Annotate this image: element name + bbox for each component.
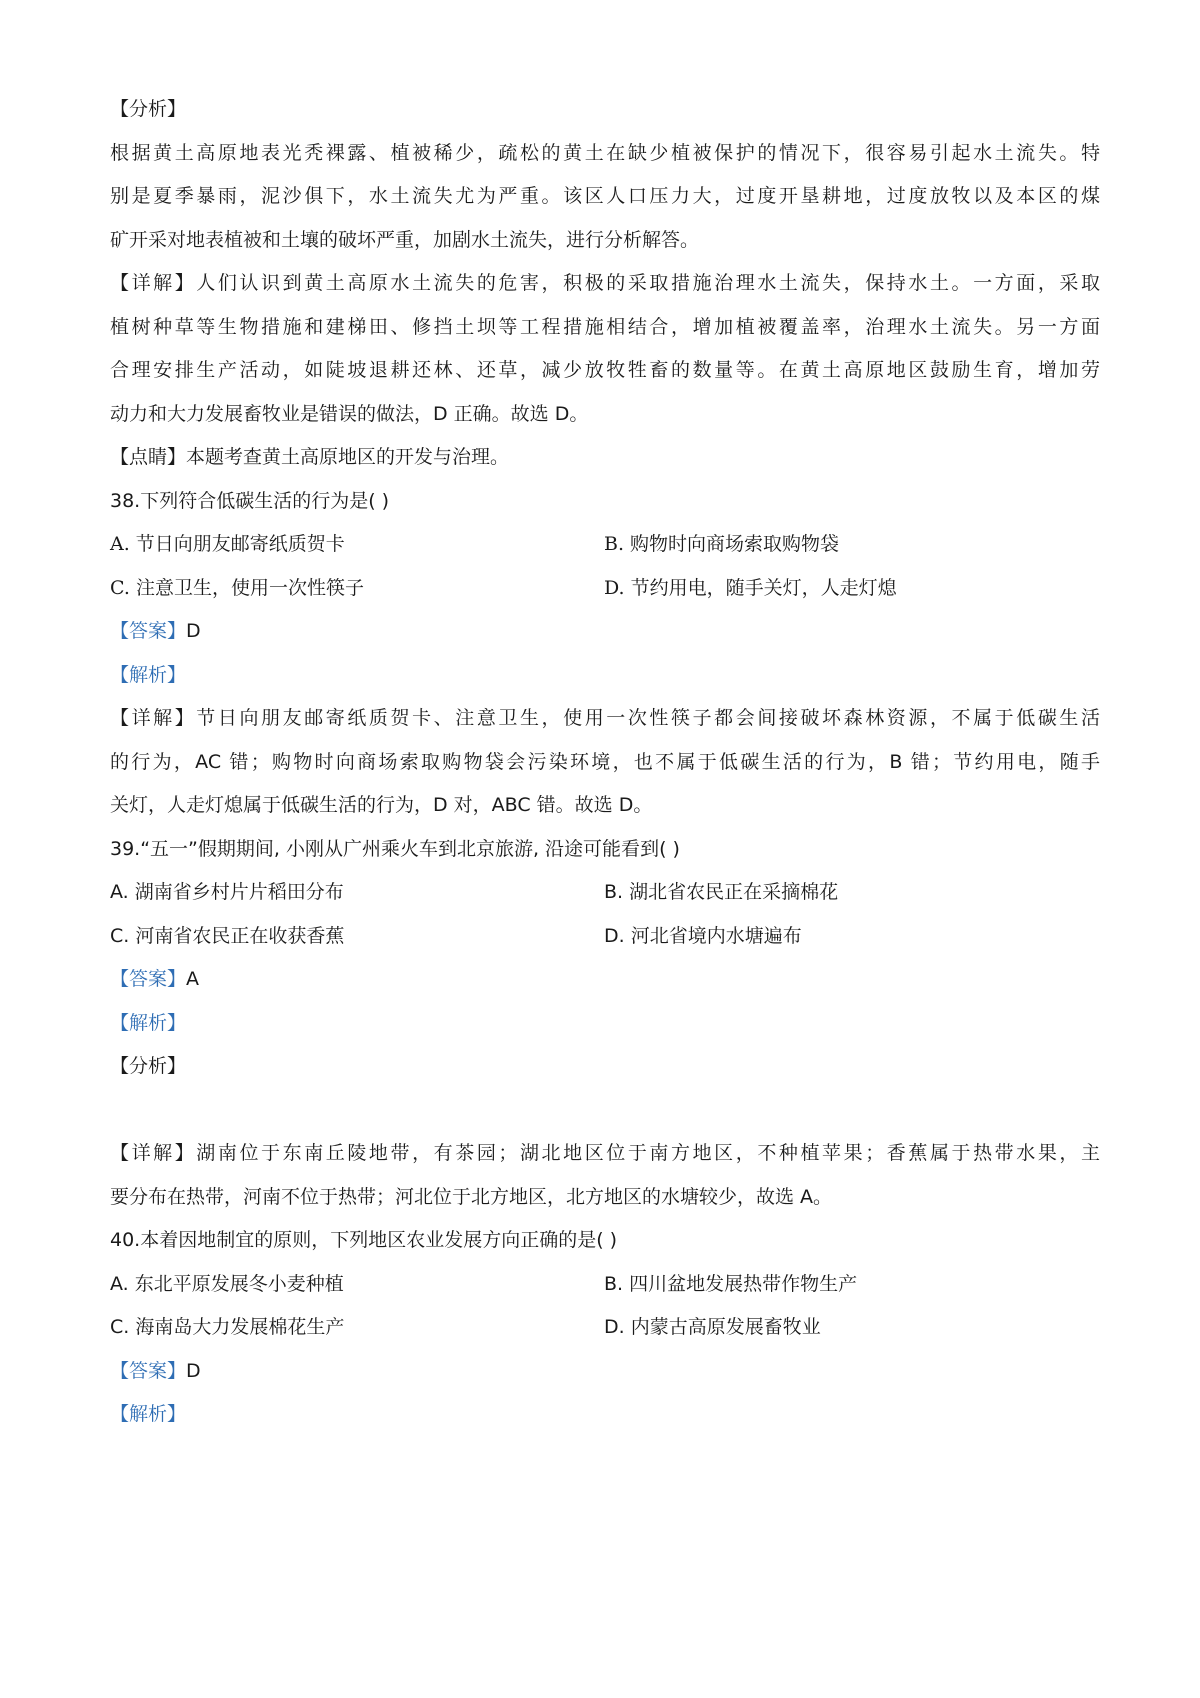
answer-label: 【答案】 (110, 620, 187, 642)
question-39-analysis-heading: 【分析】 (110, 1055, 187, 1077)
question-39-detail-line-2: 要分布在热带，河南不位于热带；河北位于北方地区，北方地区的水塘较少，故选 A。 (110, 1186, 833, 1208)
question-38-answer (110, 618, 1100, 644)
question-39-answer (110, 966, 1100, 992)
analysis-line-1: 根据黄土高原地表光秃裸露、植被稀少，疏松的黄土在缺少植被保护的情况下，很容易引起水土流失。特 (110, 142, 1100, 164)
option-d: D. 节约用电，随手关灯，人走灯熄 (604, 577, 897, 599)
answer-value: D (186, 620, 201, 642)
detail-line-4: 动力和大力发展畜牧业是错误的做法，D 正确。故选 D。 (110, 403, 589, 425)
comment-line: 【点睛】本题考查黄土高原地区的开发与治理。 (110, 446, 510, 468)
question-38-stem: 38.下列符合低碳生活的行为是( ) (110, 490, 390, 512)
question-38-detail-line-1: 【详解】节日向朋友邮寄纸质贺卡、注意卫生，使用一次性筷子都会间接破坏森林资源，不属于低碳生活 (110, 707, 1100, 729)
question-40-explain-label: 【解析】 (110, 1403, 187, 1425)
question-38-options-row-1 (110, 531, 1100, 557)
analysis-line-2: 别是夏季暴雨，泥沙俱下，水土流失尤为严重。该区人口压力大，过度开垦耕地，过度放牧以及本区的煤 (110, 185, 1100, 207)
option-d: D. 内蒙古高原发展畜牧业 (604, 1316, 821, 1338)
analysis-heading: 【分析】 (110, 98, 187, 120)
option-c: C. 注意卫生，使用一次性筷子 (110, 577, 364, 599)
question-38-options-row-2 (110, 575, 1100, 601)
question-38-detail-line-3: 关灯，人走灯熄属于低碳生活的行为，D 对，ABC 错。故选 D。 (110, 794, 653, 816)
question-39-options-row-1 (110, 879, 1100, 905)
detail-line-3: 合理安排生产活动，如陡坡退耕还林、还草，减少放牧牲畜的数量等。在黄土高原地区鼓励生育，增加劳 (110, 359, 1100, 381)
question-40-stem: 40.本着因地制宜的原则，下列地区农业发展方向正确的是( ) (110, 1229, 618, 1251)
option-a: A. 东北平原发展冬小麦种植 (110, 1273, 344, 1295)
answer-label: 【答案】 (110, 968, 187, 990)
question-39-explain-label: 【解析】 (110, 1012, 187, 1034)
question-40-options-row-1 (110, 1271, 1100, 1297)
answer-label: 【答案】 (110, 1360, 187, 1382)
answer-value: D (186, 1360, 201, 1382)
option-b: B. 湖北省农民正在采摘棉花 (604, 881, 839, 903)
question-40-options-row-2 (110, 1314, 1100, 1340)
question-40-answer (110, 1358, 1100, 1384)
option-a: A. 节日向朋友邮寄纸质贺卡 (110, 533, 345, 555)
option-c: C. 河南省农民正在收获香蕉 (110, 925, 345, 947)
detail-line-1: 【详解】人们认识到黄土高原水土流失的危害，积极的采取措施治理水土流失，保持水土。一方面，采取 (110, 272, 1100, 294)
question-38-detail-line-2: 的行为，AC 错；购物时向商场索取购物袋会污染环境，也不属于低碳生活的行为，B 错；节约用电，随手 (110, 751, 1100, 773)
option-c: C. 海南岛大力发展棉花生产 (110, 1316, 345, 1338)
analysis-line-3: 矿开采对地表植被和土壤的破坏严重，加剧水土流失，进行分析解答。 (110, 229, 700, 251)
option-a: A. 湖南省乡村片片稻田分布 (110, 881, 344, 903)
option-b: B. 四川盆地发展热带作物生产 (604, 1273, 858, 1295)
detail-line-2: 植树种草等生物措施和建梯田、修挡土坝等工程措施相结合，增加植被覆盖率，治理水土流失。另一方面 (110, 316, 1100, 338)
option-b: B. 购物时向商场索取购物袋 (604, 533, 840, 555)
option-d: D. 河北省境内水塘遍布 (604, 925, 802, 947)
question-39-options-row-2 (110, 923, 1100, 949)
answer-value: A (186, 968, 200, 990)
question-39-stem: 39.“五一”假期期间, 小刚从广州乘火车到北京旅游, 沿途可能看到( ) (110, 838, 680, 860)
question-39-detail-line-1: 【详解】湖南位于东南丘陵地带，有茶园；湖北地区位于南方地区，不种植苹果；香蕉属于热带水果，主 (110, 1142, 1100, 1164)
question-38-explain-label: 【解析】 (110, 664, 187, 686)
